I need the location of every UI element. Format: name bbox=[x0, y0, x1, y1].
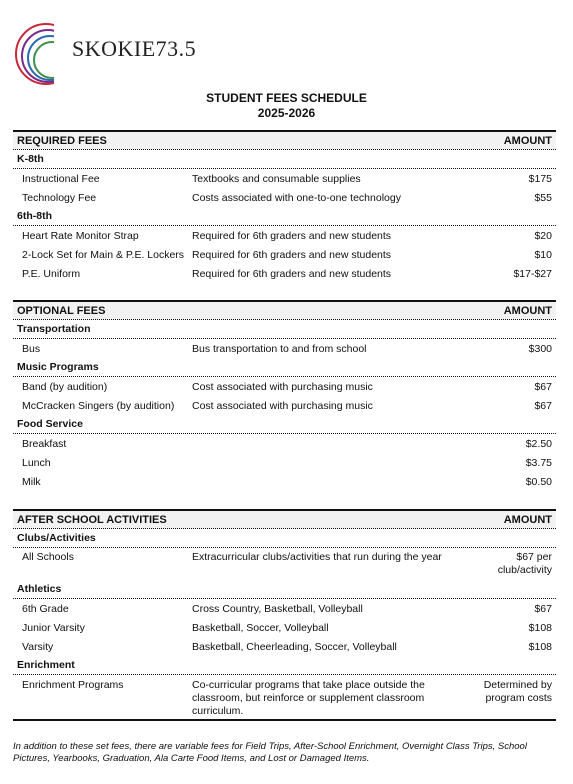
table-row: Milk $0.50 bbox=[22, 475, 552, 488]
section-title: REQUIRED FEES bbox=[17, 134, 107, 147]
table-row: 6th Grade Cross Country, Basketball, Volleyball $67 bbox=[22, 602, 552, 615]
divider bbox=[13, 719, 556, 721]
table-row: Bus Bus transportation to and from school $300 bbox=[22, 342, 552, 355]
logo-text: SKOKIE73.5 bbox=[72, 36, 197, 61]
group-label: Athletics bbox=[13, 580, 556, 599]
table-row: Lunch $3.75 bbox=[22, 456, 552, 469]
section-title: AFTER SCHOOL ACTIVITIES bbox=[17, 513, 167, 526]
district-logo bbox=[12, 20, 197, 90]
table-row: Breakfast $2.50 bbox=[22, 437, 552, 450]
table-row: Technology Fee Costs associated with one-to-one technology $55 bbox=[22, 191, 552, 204]
section-header bbox=[13, 130, 556, 150]
amount-header: AMOUNT bbox=[503, 134, 552, 147]
group-label: K-8th bbox=[13, 150, 556, 169]
amount-header: AMOUNT bbox=[503, 304, 552, 317]
after-school-section bbox=[13, 509, 556, 721]
table-row: Enrichment Programs Co-curricular programs that take place outside the classroom, but reinforce or supplement classroom curriculum. Determined by program costs bbox=[22, 679, 552, 717]
group-label: Clubs/Activities bbox=[13, 529, 556, 548]
table-row: McCracken Singers (by audition) Cost associated with purchasing music $67 bbox=[22, 399, 552, 412]
page-year: 2025-2026 bbox=[257, 106, 316, 120]
table-row: Band (by audition) Cost associated with purchasing music $67 bbox=[22, 380, 552, 393]
footnote: In addition to these set fees, there are variable fees for Field Trips, After-School Enrichment, Overnight Class Trips, School Pictures, Yearbooks, Graduation, Ala Carte Food Items, and Lost or Damaged Items. bbox=[13, 741, 527, 764]
page-title: STUDENT FEES SCHEDULE bbox=[206, 91, 367, 105]
table-row: Varsity Basketball, Cheerleading, Soccer, Volleyball $108 bbox=[22, 640, 552, 653]
amount-header: AMOUNT bbox=[503, 513, 552, 526]
group-label: Music Programs bbox=[13, 358, 556, 377]
table-row: 2-Lock Set for Main & P.E. Lockers Required for 6th graders and new students $10 bbox=[22, 248, 552, 261]
table-row: All Schools Extracurricular clubs/activities that run during the year $67 per club/activity bbox=[22, 551, 552, 576]
group-label: Enrichment bbox=[13, 656, 556, 675]
section-header bbox=[13, 300, 556, 320]
group-label: Transportation bbox=[13, 320, 556, 339]
section-header bbox=[13, 509, 556, 529]
group-label: Food Service bbox=[13, 415, 556, 434]
table-row: Instructional Fee Textbooks and consumable supplies $175 bbox=[22, 172, 552, 185]
table-row: Heart Rate Monitor Strap Required for 6th graders and new students $20 bbox=[22, 229, 552, 242]
group-label: 6th-8th bbox=[13, 207, 556, 226]
table-row: P.E. Uniform Required for 6th graders and new students $17-$27 bbox=[22, 267, 552, 280]
section-title: OPTIONAL FEES bbox=[17, 304, 106, 317]
required-fees-section bbox=[13, 130, 556, 283]
optional-fees-section bbox=[13, 300, 556, 491]
table-row: Junior Varsity Basketball, Soccer, Volleyball $108 bbox=[22, 621, 552, 634]
